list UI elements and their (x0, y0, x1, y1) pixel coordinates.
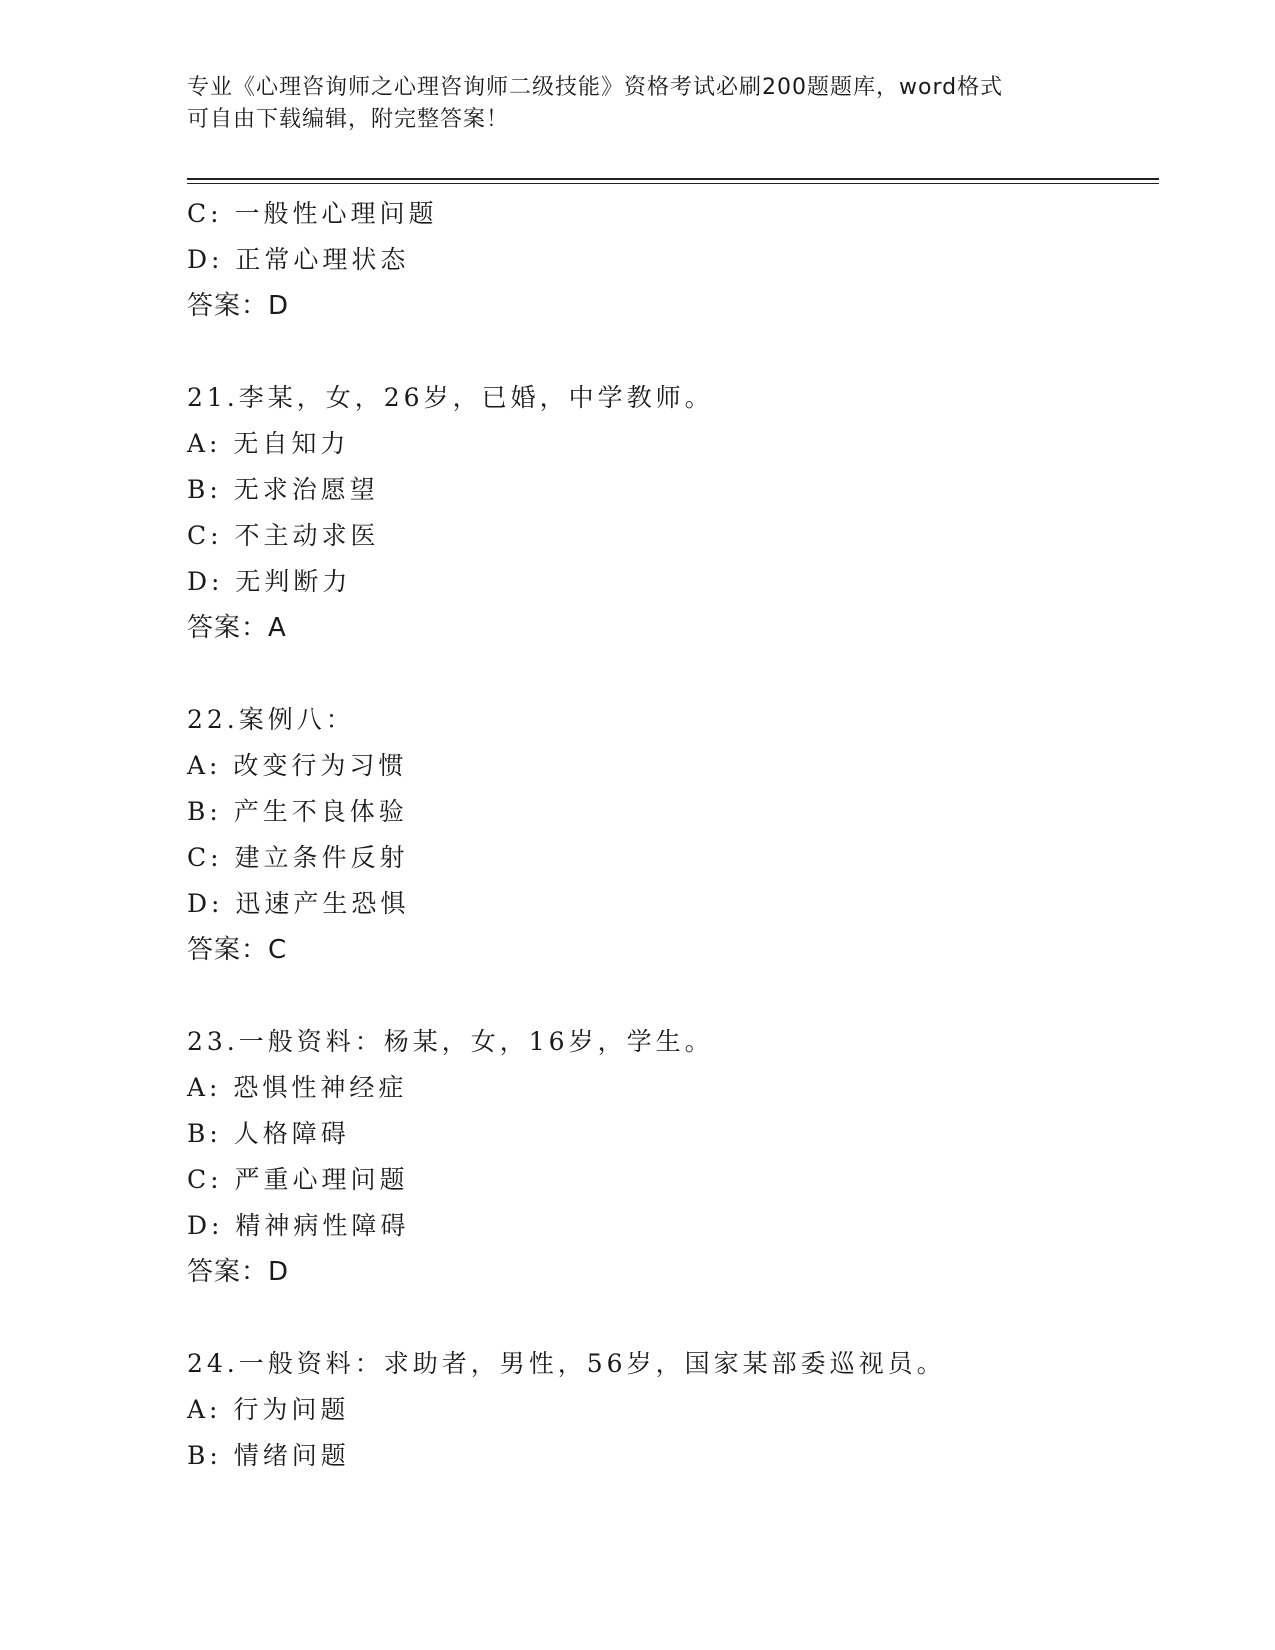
header-divider-thick (187, 178, 1159, 180)
question-list (187, 191, 1159, 1479)
option-line: A: 改变行为习惯 (187, 751, 408, 780)
question-stem: 24.一般资料：求助者，男性，56岁，国家某部委巡视员。 (187, 1349, 946, 1378)
option-line: D: 正常心理状态 (187, 245, 410, 274)
option-line: C: 不主动求医 (187, 521, 380, 550)
option-line: D: 精神病性障碍 (187, 1211, 410, 1240)
answer-line: 答案：D (187, 1257, 290, 1287)
option-line: C: 严重心理问题 (187, 1165, 409, 1194)
header-line-1: 专业《心理咨询师之心理咨询师二级技能》资格考试必刷200题题库，word格式 (187, 75, 1004, 100)
answer-line: 答案：A (187, 613, 287, 643)
option-line: C: 一般性心理问题 (187, 199, 438, 228)
header-divider-thin (187, 183, 1159, 184)
option-line: A: 恐惧性神经症 (187, 1073, 408, 1102)
option-line: D: 无判断力 (187, 567, 352, 596)
answer-line: 答案：C (187, 935, 288, 965)
question-stem: 22.案例八： (187, 705, 355, 734)
option-line: D: 迅速产生恐惧 (187, 889, 410, 918)
option-line: A: 无自知力 (187, 429, 350, 458)
answer-line: 答案：D (187, 291, 290, 321)
spacer (187, 973, 1159, 1019)
option-line: A: 行为问题 (187, 1395, 350, 1424)
question-stem: 21.李某，女，26岁，已婚，中学教师。 (187, 383, 714, 412)
option-line: B: 人格障碍 (187, 1119, 350, 1148)
spacer (187, 329, 1159, 375)
question-stem: 23.一般资料：杨某，女，16岁，学生。 (187, 1027, 714, 1056)
option-line: B: 无求治愿望 (187, 475, 379, 504)
spacer (187, 651, 1159, 697)
option-line: B: 情绪问题 (187, 1441, 350, 1470)
spacer (187, 1295, 1159, 1341)
option-line: C: 建立条件反射 (187, 843, 409, 872)
option-line: B: 产生不良体验 (187, 797, 408, 826)
document-header (187, 72, 1087, 136)
header-line-2: 可自由下载编辑，附完整答案！ (187, 107, 510, 132)
